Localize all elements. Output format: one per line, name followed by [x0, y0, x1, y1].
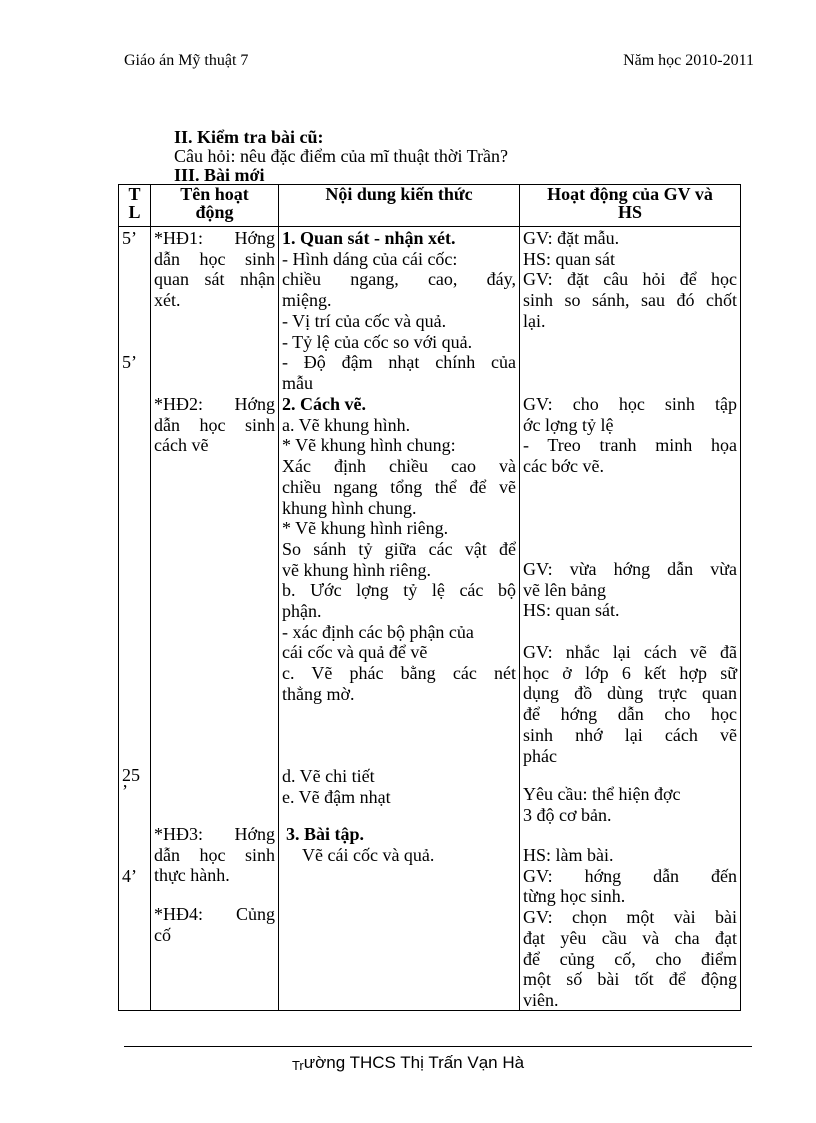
header-right: Năm học 2010-2011: [623, 52, 754, 69]
activity-hd2: *HĐ2: Hớng dẫn học sinh cách vẽ: [154, 394, 275, 456]
header-activity: Tên hoạt động: [151, 185, 279, 227]
table-body-row: [119, 227, 741, 1011]
section-2-title: II. Kiểm tra bài cũ:: [174, 127, 324, 147]
header-content: Nội dung kiến thức: [279, 185, 520, 227]
content-section-1: 1. Quan sát - nhận xét. - Hình dáng của cái cốc: chiều ngang, cao, đáy, miệng. - Vị trí của cốc và quả. - Tỷ lệ của cốc so với quả. - Độ đậm nhạt chính của mẫu: [282, 228, 516, 393]
time-4: 4’: [122, 866, 137, 886]
header-left: Giáo án Mỹ thuật 7: [124, 52, 249, 69]
teacher-activity-5: Yêu cầu: thể hiện đợc 3 độ cơ bản.: [523, 784, 681, 825]
content-column: [279, 227, 520, 1011]
section-3-title: III. Bài mới: [174, 165, 265, 185]
lesson-table: [118, 184, 741, 1011]
content-section-3: 3. Bài tập. Vẽ cái cốc và quả.: [286, 824, 435, 865]
activity-hd1: *HĐ1: Hớng dẫn học sinh quan sát nhận xét.: [154, 228, 275, 311]
header-teacher: Hoạt động của GV và HS: [520, 185, 741, 227]
activity-hd4: *HĐ4: Củng cố: [154, 904, 275, 945]
time-1: 5’: [122, 228, 137, 248]
activity-column: [151, 227, 279, 1011]
tl-column: [119, 227, 151, 1011]
footer-divider: [124, 1046, 752, 1047]
teacher-activity-2: GV: cho học sinh tập ớc lợng tỷ lệ - Treo tranh minh họa các bớc vẽ.: [523, 394, 737, 477]
time-3-mark: ’: [122, 781, 128, 801]
teacher-activity-4: GV: nhắc lại cách vẽ đã học ở lớp 6 kết hợp sữ dụng đồ dùng trực quan để hớng dẫn cho học sinh nhớ lại cách vẽ phác: [523, 642, 737, 766]
teacher-activity-1: GV: đặt mẫu. HS: quan sát GV: đặt câu hỏi để học sinh so sánh, sau đó chốt lại.: [523, 228, 737, 331]
section-2-question: Câu hỏi: nêu đặc điểm của mĩ thuật thời Trần?: [174, 146, 508, 166]
header-tl: T L: [119, 185, 151, 227]
time-2: 5’: [122, 352, 137, 372]
content-section-2: 2. Cách vẽ. a. Vẽ khung hình. * Vẽ khung hình chung: Xác định chiều cao và chiều ngang tổng thể để vẽ khung hình chung. * Vẽ khung hình riêng. So sánh tỷ giữa các vật để vẽ khung hình riêng. b. Ước lợng tỷ lệ các bộ phận. - xác định các bộ phận của cái cốc và quả để vẽ c. Vẽ phác bằng các nét thẳng mờ.: [282, 394, 516, 704]
content-section-2b: d. Vẽ chi tiết e. Vẽ đậm nhạt: [282, 766, 391, 807]
teacher-activity-3: GV: vừa hớng dẫn vừa vẽ lên bảng HS: quan sát.: [523, 559, 737, 621]
footer-school-name: Trường THCS Thị Trấn Vạn Hà: [291, 1053, 525, 1073]
teacher-column: [520, 227, 741, 1011]
activity-hd3: *HĐ3: Hớng dẫn học sinh thực hành.: [154, 824, 275, 886]
time-3: 25: [122, 765, 140, 785]
table-header-row: [119, 185, 741, 227]
teacher-activity-6: HS: làm bài. GV: hớng dẫn đến từng học sinh. GV: chọn một vài bài đạt yêu cầu và cha đạt để củng cố, cho điểm một số bài tốt để động viên.: [523, 845, 737, 1010]
